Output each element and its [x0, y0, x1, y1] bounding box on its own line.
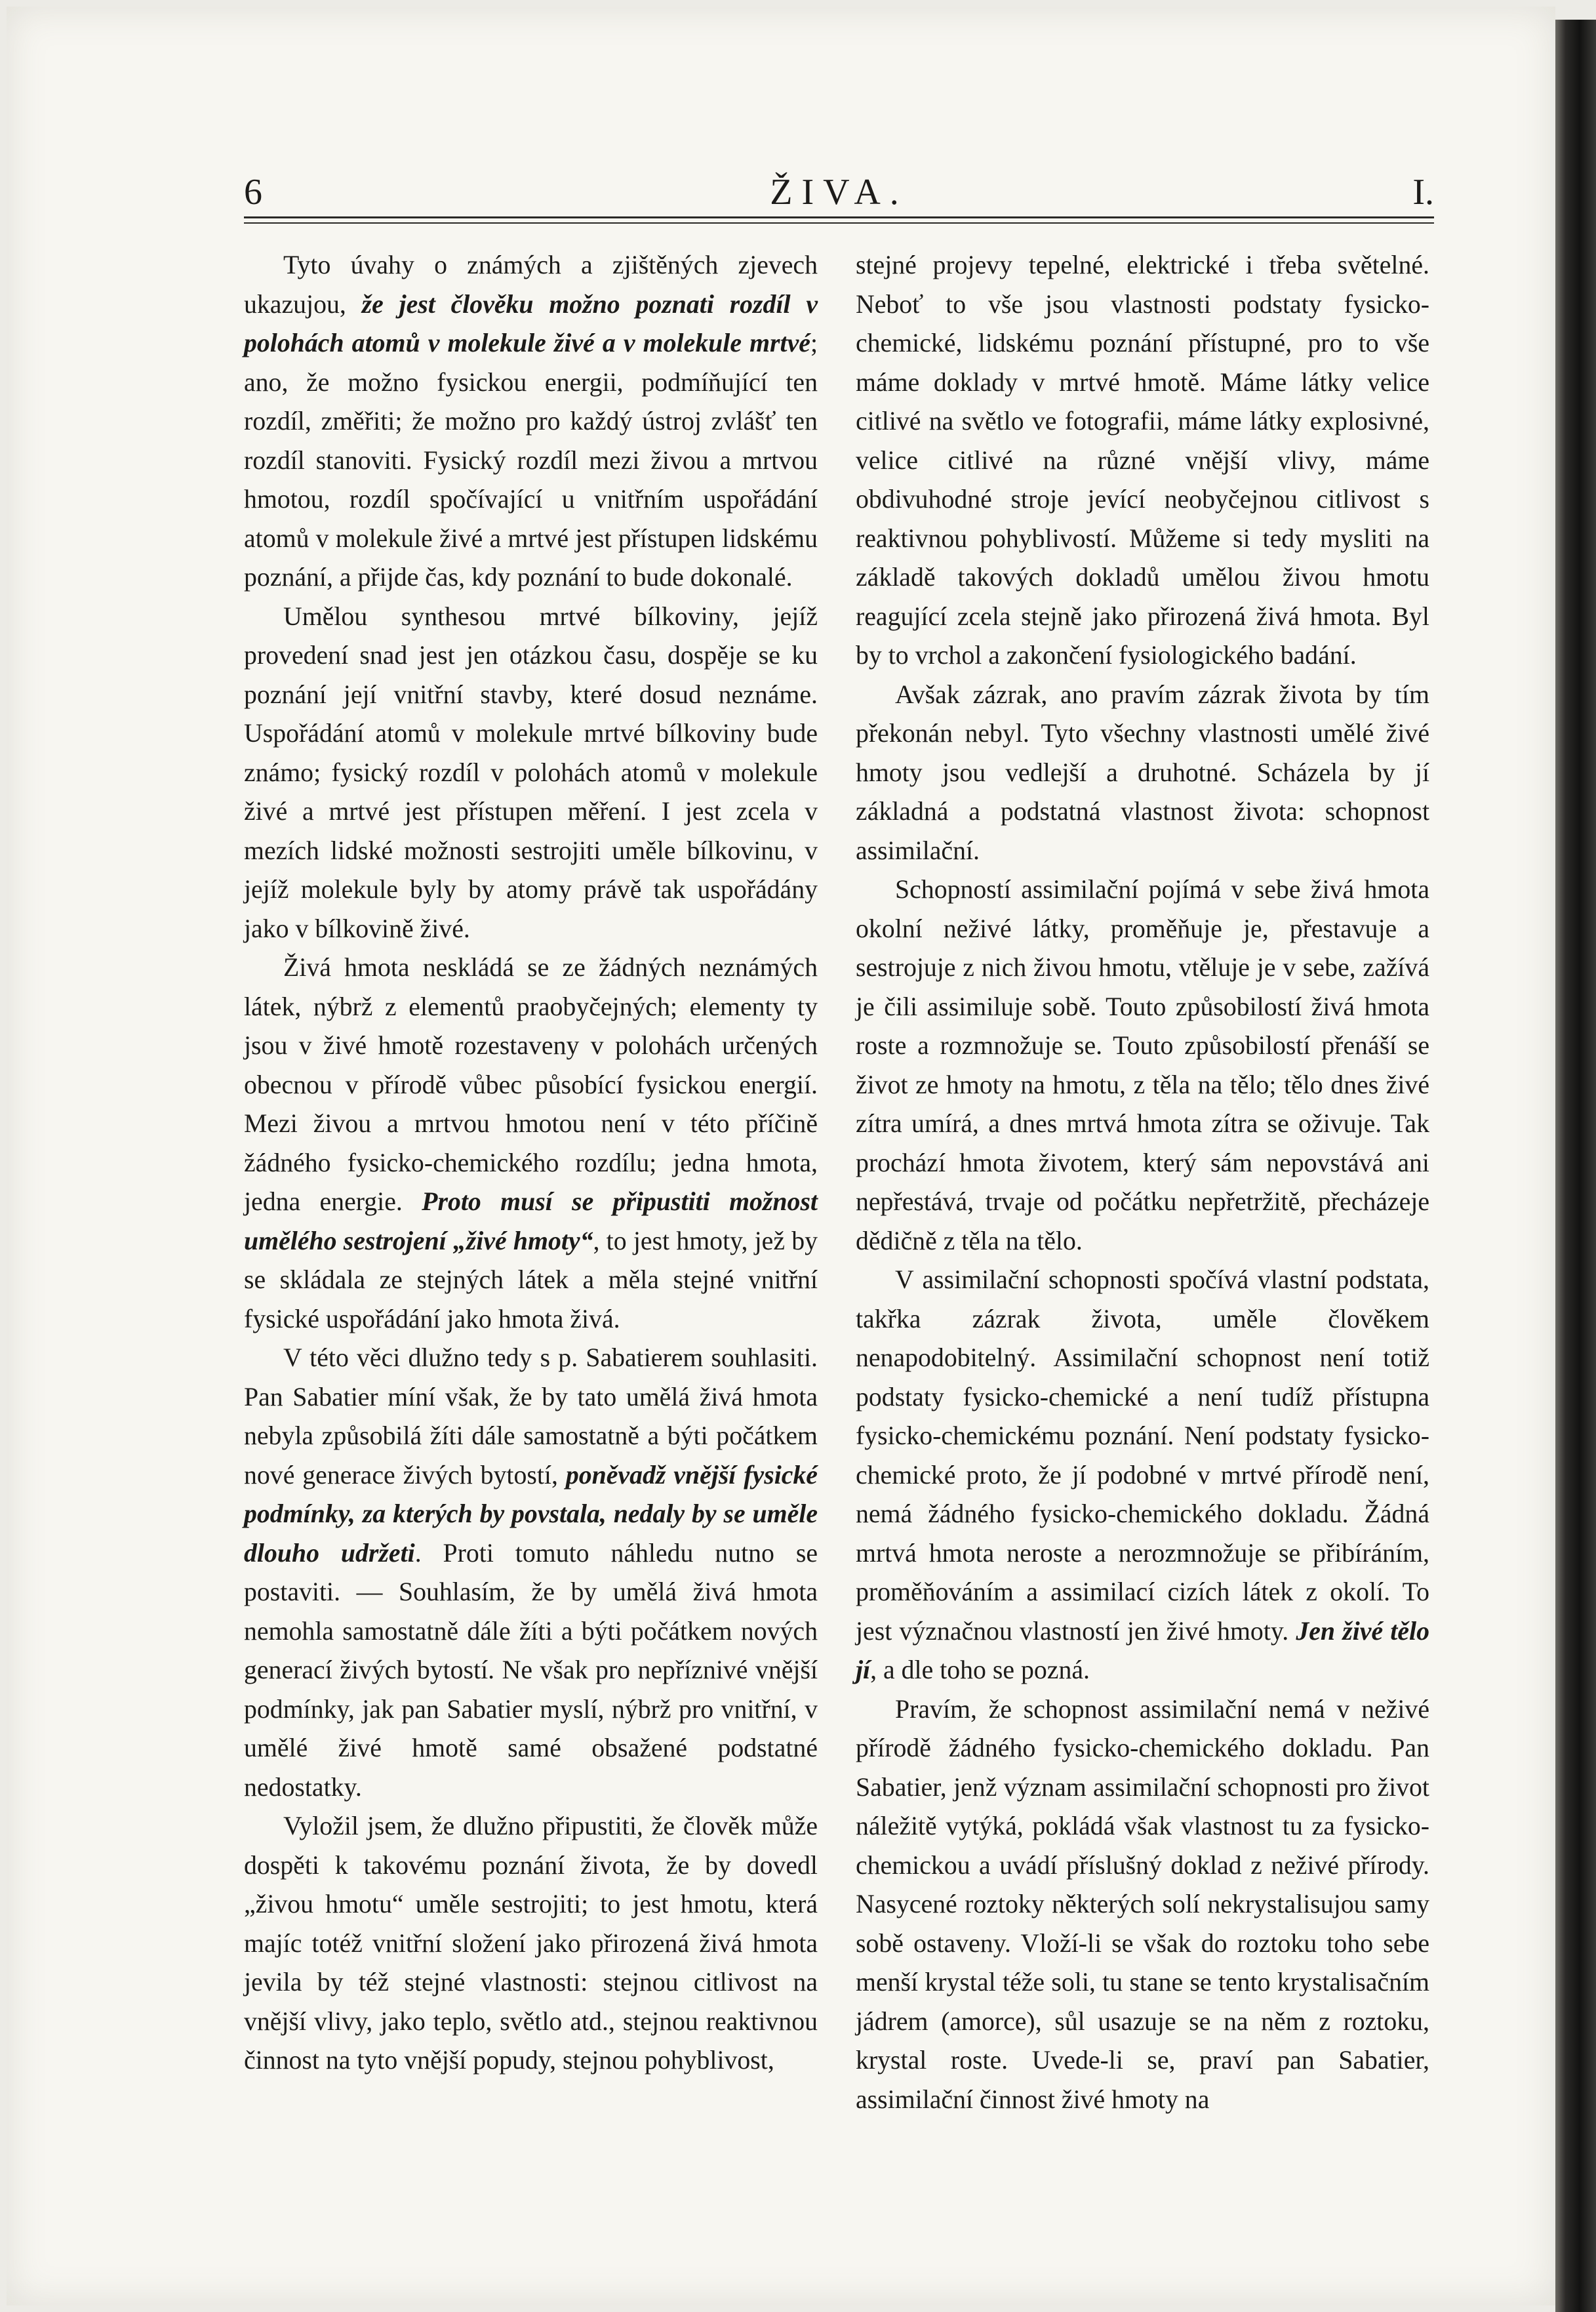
running-header: [244, 169, 1434, 215]
emphasized-text: Jen živé tělo jí: [856, 1616, 1429, 1684]
paragraph: Vyložil jsem, že dlužno připustiti, že člověk může dospěti k takovému poznání života, že by dovedl „živou hmotu“ uměle sestrojiti; to jest hmotu, která majíc totéž vnitřní složení jako přirozená živá hmota jevila by též stejné vlastnosti: stejnou citlivost na vnější vlivy, jako teplo, světlo atd., stejnou reaktivnou činnost na tyto vnější popudy, stejnou pohyblivost,: [244, 1812, 818, 2075]
text-run: , to jest hmoty, jež by se skládala ze stejných látek a měla stejné vnitřní fysické uspořádání jako hmota živá.: [244, 1226, 818, 1333]
text-run: . Proti tomuto náhledu nutno se postaviti. — Souhlasím, že by umělá živá hmota nemohla samostatně dále žíti a býti počátkem nových generací živých bytostí. Ne však pro nepříznivé vnější podmínky, jak pan Sabatier myslí, nýbrž pro vnitřní, v umělé živé hmotě samé obsažené podstatné nedostatky.: [244, 1538, 818, 1802]
page-number: 6: [244, 172, 262, 213]
emphasized-text: že jest člověku možno poznati rozdíl v polohách atomů v molekule živé a v molekule mrtvé: [244, 289, 818, 357]
paragraph: stejné projevy tepelné, elektrické i třeba světelné. Neboť to vše jsou vlastnosti podstaty fysicko-chemické, lidskému poznání přístupné, pro to vše máme doklady v mrtvé hmotě. Máme látky velice citlivé na světlo ve fotografii, máme látky explosivné, velice citlivé na různé vnější vlivy, máme obdivuhodné stroje jevící neobyčejnou citlivost s reaktivnou pohyblivostí. Můžeme si tedy mysliti na základě takových dokladů umělou živou hmotu reagující zcela stejně jako přirozená živá hmota. Byl by to vrchol a zakončení fysiologického badání.: [856, 251, 1429, 670]
text-column-left: [244, 246, 818, 2207]
paragraph: Schopností assimilační pojímá v sebe živá hmota okolní neživé látky, proměňuje je, přestavuje a sestrojuje z nich živou hmotu, vtěluje je v sebe, zažívá je čili assimiluje sobě. Touto způsobilostí živá hmota roste a rozmnožuje se. Touto způsobilostí přenáší se život ze hmoty na hmotu, z těla na tělo; tělo dnes živé zítra umírá, a dnes mrtvá hmota zítra se oživuje. Tak prochází hmota životem, který sám nepovstává ani nepřestává, trvaje od počátku nepřetržitě, přecházeje dědičně z těla na tělo.: [856, 875, 1429, 1255]
text-run: V assimilační schopnosti spočívá vlastní podstata, takřka zázrak života, uměle člověkem nenapodobitelný. Assimilační schopnost není totiž podstaty fysicko-chemické a není tudíž přístupna fysicko-chemickému poznání. Není podstaty fysicko-chemické proto, že jí podobné v mrtvé přírodě není, nemá žádného fysicko-chemického dokladu. Žádná mrtvá hmota neroste a nerozmnožuje se přibíráním, proměňováním a assimilací cizích látek z okolí. To jest význačnou vlastností jen živé hmoty.: [856, 1265, 1429, 1646]
paragraph: [244, 948, 818, 1339]
paragraph: Umělou synthesou mrtvé bílkoviny, jejíž provedení snad jest jen otázkou času, dospěje se ku poznání její vnitřní stavby, které dosud neznáme. Uspořádání atomů v molekule mrtvé bílkoviny bude známo; fysický rozdíl v polohách atomů v molekule živé a mrtvé jest přístupen měření. I jest zcela v mezích lidské možnosti sestrojiti uměle bílkovinu, v jejíž molekule byly by atomy právě tak uspořádány jako v bílkovině živé.: [244, 601, 818, 943]
volume-number: I.: [1412, 172, 1434, 213]
text-run: Živá hmota neskládá se ze žádných neznámých látek, nýbrž z elementů praobyčejných; elementy ty jsou v živé hmotě rozestaveny v polohách určených obecnou v přírodě vůbec působící fysickou energií. Mezi živou a mrtvou hmotou není v této příčině žádného fysicko-chemického rozdílu; jedna hmota, jedna energie.: [244, 953, 818, 1216]
emphasized-text: Proto musí se připustiti možnost umělého sestrojení „živé hmoty“: [244, 1187, 818, 1255]
scan-edge-shadow: [1555, 20, 1596, 2312]
emphasized-text: poněvadž vnější fysické podmínky, za kterých by povstala, nedaly by se uměle dlouho udržeti: [244, 1460, 818, 1568]
text-run: V této věci dlužno tedy s p. Sabatierem souhlasiti. Pan Sabatier míní však, že by tato umělá živá hmota nebyla způsobilá žíti dále samostatně a býti počátkem nové generace živých bytostí,: [244, 1343, 818, 1490]
paragraph: [244, 1339, 818, 1807]
paragraph: Pravím, že schopnost assimilační nemá v neživé přírodě žádného fysicko-chemického dokladu. Pan Sabatier, jenž význam assimilační schopnosti pro život náležitě vytýká, pokládá však vlastnost tu za fysicko-chemickou a uvádí příslušný doklad z neživé přírody. Nasycené roztoky některých solí nekrystalisujou samy sobě ostaveny. Vloží-li se však do roztoku toho sebe menší krystal téže soli, tu stane se tento krystalisačním jádrem (amorce), sůl usazuje se na něm z roztoku, krystal roste. Uvede-li se, praví pan Sabatier, assimilační činnost živé hmoty na: [856, 1694, 1429, 2114]
header-rule: [244, 216, 1434, 224]
paragraph: [244, 246, 818, 598]
text-run: Tyto úvahy o známých a zjištěných zjevech ukazujou,: [244, 251, 818, 319]
journal-title: ŽIVA.: [770, 172, 908, 213]
text-run: ; ano, že možno fysickou energii, podmíňující ten rozdíl, změřiti; že možno pro každý ústroj zvlášť ten rozdíl stanoviti. Fysický rozdíl mezi živou a mrtvou hmotou, rozdíl spočívající u vnitřním uspořádání atomů v molekule živé a mrtvé jest přístupen lidskému poznání, a přijde čas, kdy poznání to bude dokonalé.: [244, 329, 818, 592]
text-run: , a dle toho se pozná.: [870, 1655, 1090, 1684]
text-column-right: [856, 246, 1429, 2207]
paragraph: Avšak zázrak, ano pravím zázrak života by tím překonán nebyl. Tyto všechny vlastnosti umělé živé hmoty jsou vedlejší a druhotné. Scházela by jí základná a podstatná vlastnost života: schopnost assimilační.: [856, 679, 1429, 865]
paragraph: [856, 1261, 1429, 1690]
